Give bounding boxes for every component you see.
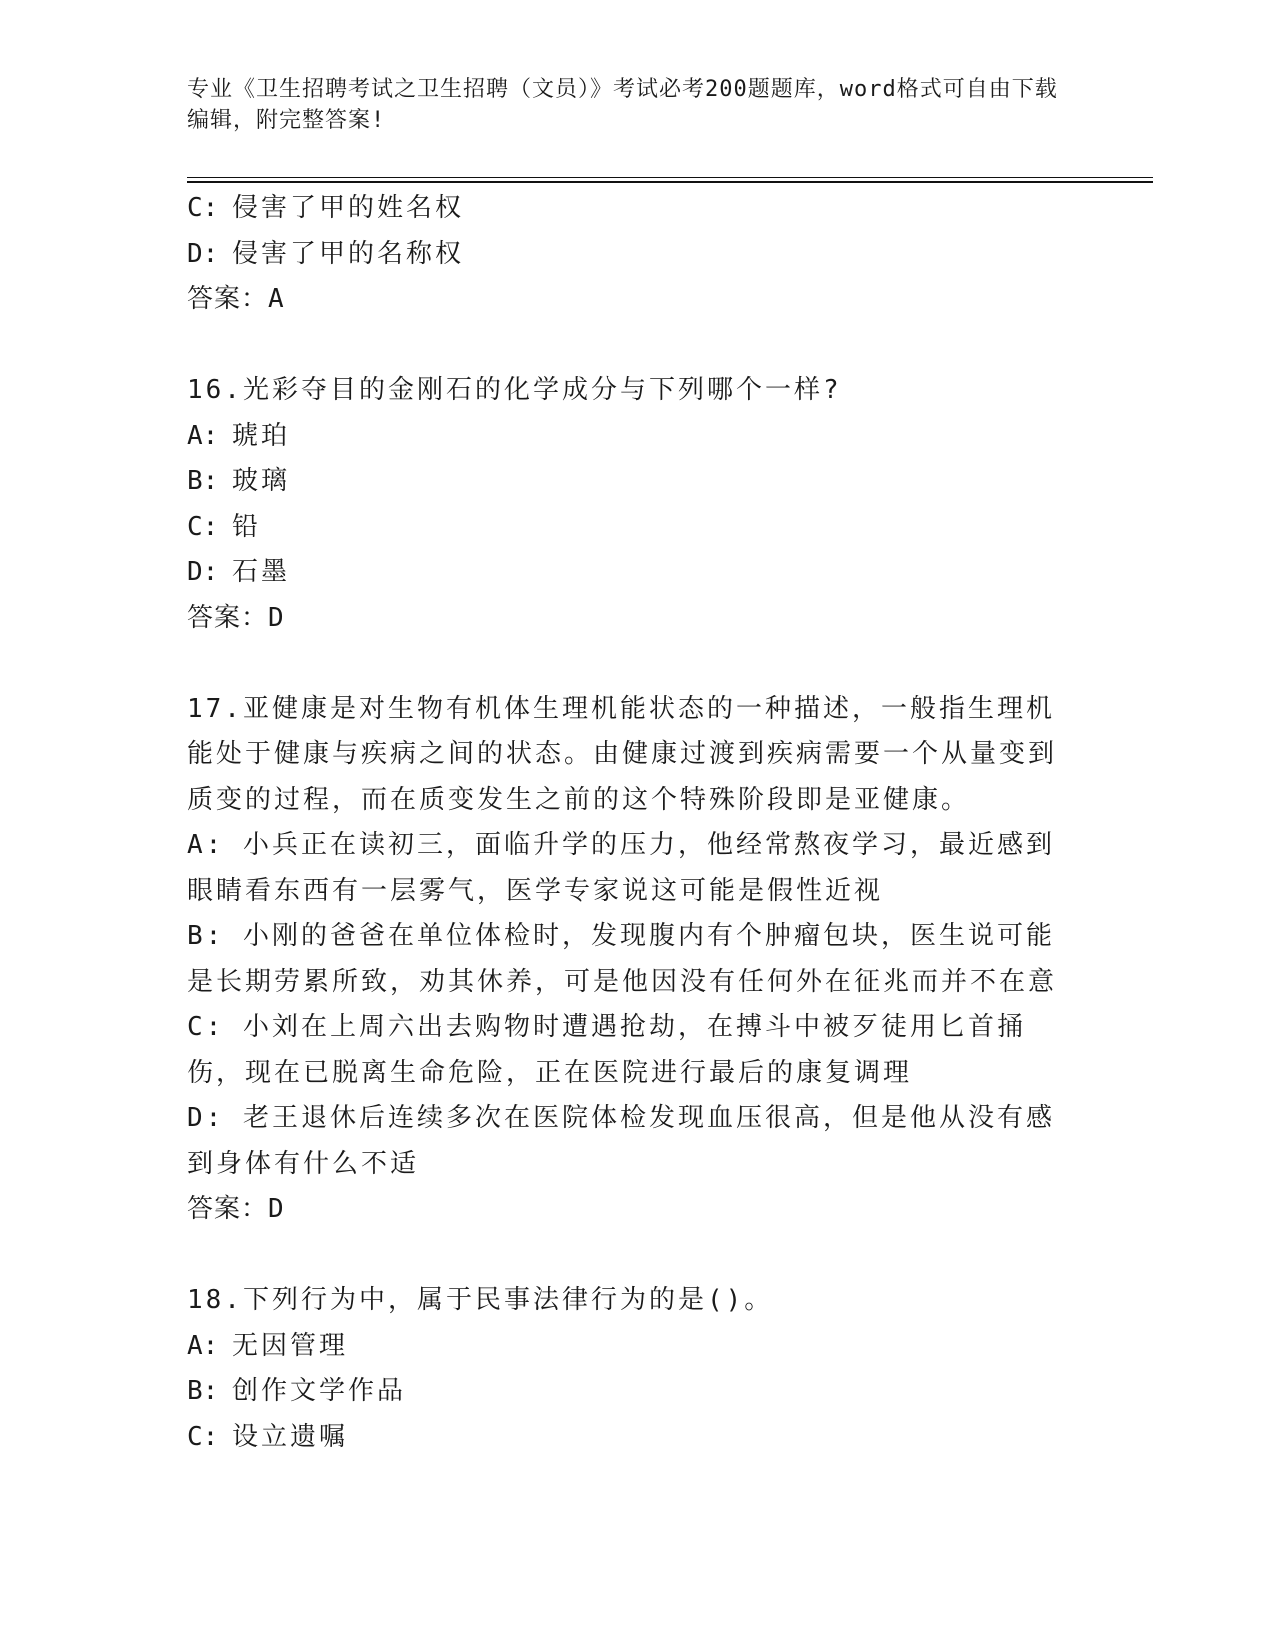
option-text: 老王退休后连续多次在医院体检发现血压很高，但是他从没有感到身体有什么不适 (187, 1103, 1055, 1179)
option-b (187, 459, 1087, 505)
option-label: D: (187, 557, 219, 587)
option-label: A: (187, 830, 225, 860)
answer-line: 答案：A (187, 284, 285, 314)
option-a (187, 414, 1087, 460)
option-text: 玻璃 (232, 466, 291, 496)
option-label: B: (187, 466, 219, 496)
option-text: 小兵正在读初三，面临升学的压力，他经常熬夜学习，最近感到眼睛看东西有一层雾气，医学专家说这可能是假性近视 (187, 830, 1055, 906)
option-a (187, 1324, 1087, 1370)
answer-line: 答案：D (187, 1194, 285, 1224)
option-b (187, 914, 1067, 1005)
option-label: D: (187, 238, 219, 269)
option-d (187, 550, 1087, 596)
option-c (187, 1005, 1067, 1096)
option-c (187, 186, 1087, 232)
option-text: 铅 (232, 511, 262, 542)
answer-line: 答案：D (187, 602, 285, 633)
option-text: 侵害了甲的姓名权 (232, 193, 465, 223)
question-17: 17.亚健康是对生物有机体生理机能状态的一种描述，一般指生理机能处于健康与疾病之间的状态。由健康过渡到疾病需要一个从量变到质变的过程，而在质变发生之前的这个特殊阶段即是亚健康。 (187, 693, 1058, 815)
option-text: 小刚的爸爸在单位体检时，发现腹内有个肿瘤包块，医生说可能是长期劳累所致，劝其休养，可是他因没有任何外在征兆而并不在意 (187, 921, 1058, 997)
option-text: 石墨 (232, 557, 291, 587)
option-label: B: (187, 1376, 219, 1406)
question-16: 16.光彩夺目的金刚石的化学成分与下列哪个一样? (187, 375, 842, 405)
spacer (187, 323, 1087, 369)
option-text: 琥珀 (232, 420, 291, 451)
option-label: C: (187, 1012, 225, 1042)
option-d (187, 232, 1087, 278)
option-label: C: (187, 1421, 219, 1452)
option-d (187, 1096, 1067, 1187)
header-rule-thick (187, 181, 1153, 183)
option-text: 小刘在上周六出去购物时遭遇抢劫，在搏斗中被歹徒用匕首捅伤，现在已脱离生命危险，正在医院进行最后的康复调理 (187, 1012, 1026, 1088)
option-label: A: (187, 420, 219, 451)
option-c (187, 1415, 1087, 1461)
spacer (187, 1233, 1087, 1279)
document-body (187, 186, 1087, 1460)
option-label: A: (187, 1330, 219, 1361)
option-label: C: (187, 193, 219, 223)
option-text: 无因管理 (232, 1330, 349, 1361)
spacer (187, 641, 1087, 687)
option-label: B: (187, 921, 225, 951)
option-text: 创作文学作品 (232, 1376, 407, 1406)
option-a (187, 823, 1067, 914)
option-c (187, 505, 1087, 551)
option-b (187, 1369, 1087, 1415)
document-header: 专业《卫生招聘考试之卫生招聘（文员）》考试必考200题题库，word格式可自由下载编辑，附完整答案! (187, 77, 1058, 133)
option-label: D: (187, 1103, 225, 1133)
option-text: 侵害了甲的名称权 (232, 238, 465, 269)
header-rule-thin (187, 177, 1153, 178)
question-18: 18.下列行为中，属于民事法律行为的是()。 (187, 1285, 774, 1315)
option-text: 设立遗嘱 (232, 1421, 349, 1452)
option-label: C: (187, 511, 219, 542)
